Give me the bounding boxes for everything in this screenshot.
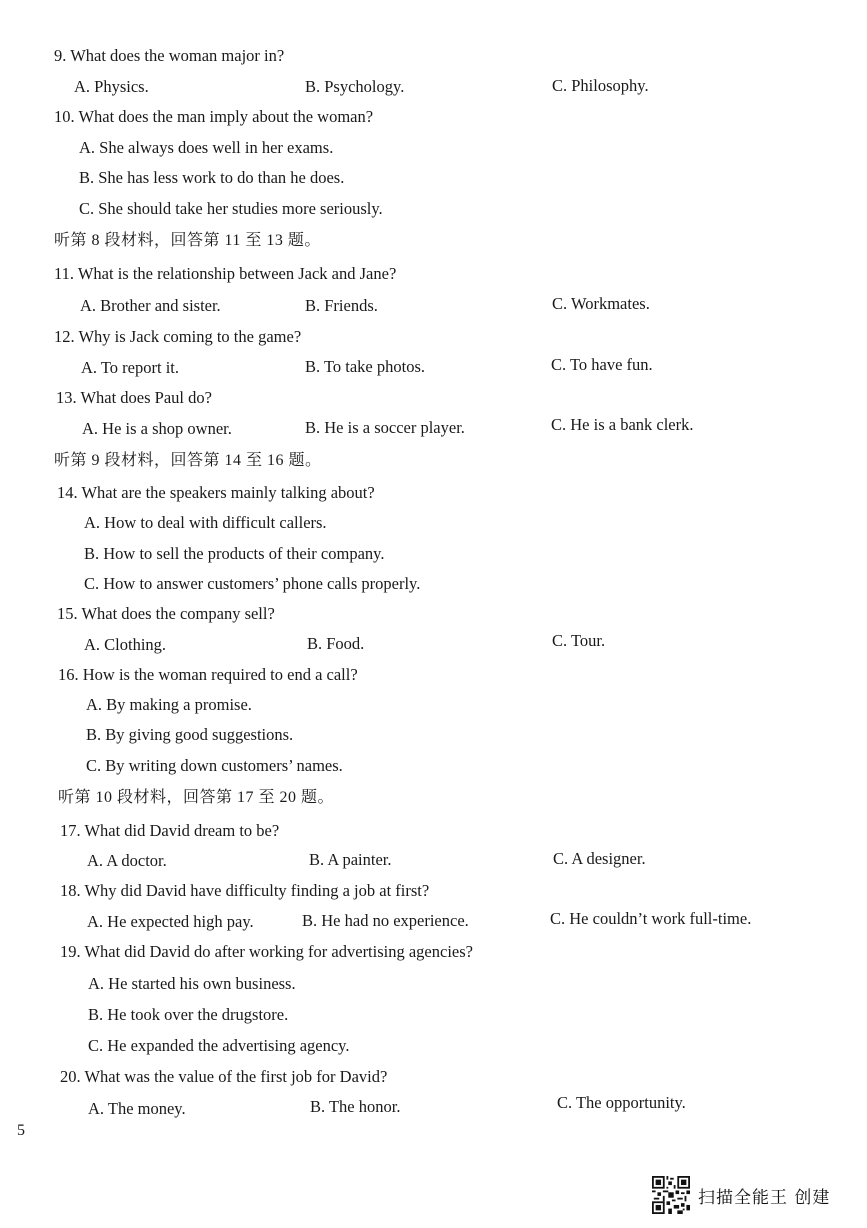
scanner-watermark	[652, 1176, 830, 1214]
option: C. The opportunity.	[557, 1093, 686, 1112]
option: C. She should take her studies more seriously.	[79, 199, 383, 218]
option: A. Brother and sister.	[80, 296, 221, 315]
section-heading: 听第 8 段材料，回答第 11 至 13 题。	[54, 232, 321, 249]
section-heading: 听第 9 段材料，回答第 14 至 16 题。	[54, 452, 322, 469]
option: C. He expanded the advertising agency.	[88, 1036, 350, 1055]
option: B. The honor.	[310, 1097, 401, 1116]
page-number: 5	[17, 1122, 25, 1139]
option: B. He is a soccer player.	[305, 418, 465, 437]
qr-code-icon	[652, 1176, 690, 1214]
option: A. By making a promise.	[86, 695, 252, 714]
option: C. A designer.	[553, 849, 646, 868]
option: B. How to sell the products of their company.	[84, 544, 385, 563]
question-13: 13. What does Paul do?	[56, 388, 212, 407]
option: A. He started his own business.	[88, 974, 296, 993]
option: B. He had no experience.	[302, 911, 469, 930]
option: B. Psychology.	[305, 77, 405, 96]
option: C. By writing down customers’ names.	[86, 756, 343, 775]
option: C. To have fun.	[551, 355, 653, 374]
option: A. Clothing.	[84, 635, 167, 654]
option: B. To take photos.	[305, 357, 425, 376]
option: A. He expected high pay.	[87, 912, 254, 931]
option: C. How to answer customers’ phone calls properly.	[84, 574, 421, 593]
option: C. Tour.	[552, 631, 606, 650]
question-9: 9. What does the woman major in?	[54, 46, 285, 65]
option: C. He couldn’t work full-time.	[550, 909, 752, 928]
option: A. He is a shop owner.	[82, 419, 232, 438]
option: C. Philosophy.	[552, 76, 649, 95]
option: A. The money.	[88, 1099, 186, 1118]
question-19: 19. What did David do after working for advertising agencies?	[60, 942, 473, 961]
option: B. Food.	[307, 634, 365, 653]
option: C. Workmates.	[552, 294, 650, 313]
option: B. By giving good suggestions.	[86, 725, 294, 744]
option: C. He is a bank clerk.	[551, 415, 694, 434]
question-18: 18. Why did David have difficulty finding a job at first?	[60, 881, 430, 900]
question-15: 15. What does the company sell?	[57, 604, 275, 623]
question-16: 16. How is the woman required to end a call?	[58, 665, 358, 684]
question-17: 17. What did David dream to be?	[60, 821, 280, 840]
question-14: 14. What are the speakers mainly talking about?	[57, 483, 375, 502]
option: A. To report it.	[81, 358, 179, 377]
option: A. She always does well in her exams.	[79, 138, 334, 157]
option: B. Friends.	[305, 296, 378, 315]
question-11: 11. What is the relationship between Jack and Jane?	[54, 264, 397, 283]
question-12: 12. Why is Jack coming to the game?	[54, 327, 302, 346]
option: A. A doctor.	[87, 851, 167, 870]
option: B. A painter.	[309, 850, 392, 869]
question-10: 10. What does the man imply about the woman?	[54, 107, 374, 126]
option: A. How to deal with difficult callers.	[84, 513, 327, 532]
option: A. Physics.	[74, 77, 149, 96]
watermark-label: 扫描全能王 创建	[698, 1187, 831, 1208]
section-heading: 听第 10 段材料，回答第 17 至 20 题。	[58, 789, 335, 806]
question-20: 20. What was the value of the first job for David?	[60, 1067, 388, 1086]
option: B. She has less work to do than he does.	[79, 168, 345, 187]
option: B. He took over the drugstore.	[88, 1005, 289, 1024]
